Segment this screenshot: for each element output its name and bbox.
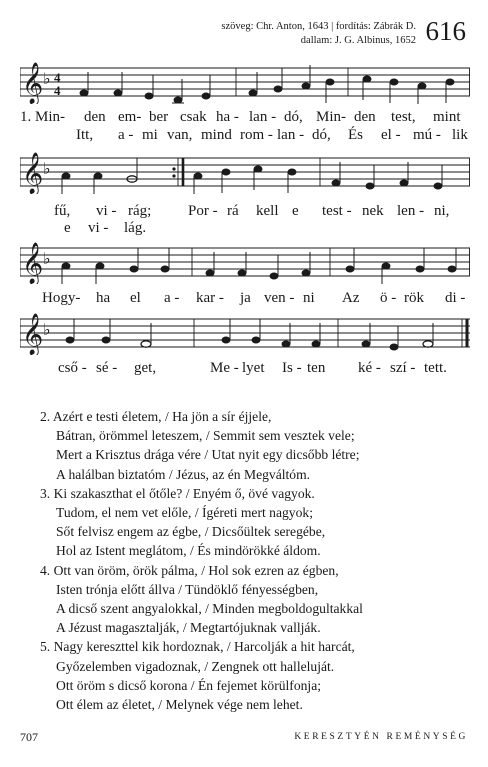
verse-line: Ott élem az életet, / Melynek vége nem lehet. (56, 697, 303, 713)
verse-line: A halálban biztatóm / Jézus, az én Megváltóm. (56, 466, 311, 482)
staff-row-3 (20, 240, 470, 284)
verse-5 (40, 637, 476, 714)
page-number: 707 (20, 730, 38, 744)
text-credit: szöveg: Chr. Anton, 1643 | fordítás: Zábrák D. (221, 21, 416, 32)
syllable: test, (391, 109, 416, 125)
verse-4 (40, 561, 476, 638)
verse-line: Sőt felvisz engem az égbe, / Dicsőültek seregébe, (56, 524, 326, 540)
syllable: sé - (96, 360, 118, 376)
syllable: dó, (284, 109, 303, 125)
svg-text:♭: ♭ (43, 161, 51, 178)
syllable: ha (96, 290, 111, 306)
syllable: kar - (196, 290, 224, 306)
syllable: mind (201, 127, 232, 143)
syllable: ni (303, 290, 315, 306)
syllable: Is - (282, 360, 302, 376)
syllable: Hogy- (42, 290, 81, 306)
syllable: szí - (390, 360, 416, 376)
lyrics-row-1b (20, 127, 470, 145)
syllable: get, (134, 360, 157, 376)
time-signature-bottom: 4 (54, 83, 61, 98)
syllable: csak (180, 109, 207, 125)
syllable: fű, (54, 203, 71, 219)
syllable: test - (322, 203, 352, 219)
syllable: el (130, 290, 141, 306)
staff-row-2 (20, 150, 470, 194)
syllable: ten (307, 360, 326, 376)
syllable: ké - (358, 360, 381, 376)
verse-number: 5. (40, 639, 51, 655)
syllable: rök (404, 290, 424, 306)
syllable: kell (256, 203, 279, 219)
verse-line: Mert a Krisztus drága vére / Utat nyit egy dicsőbb létre; (56, 447, 360, 463)
syllable: mint (433, 109, 461, 125)
syllable: ö - (380, 290, 397, 306)
syllable: e (292, 203, 299, 219)
syllable: Por - (188, 203, 218, 219)
syllable: den (84, 109, 106, 125)
verse-line: Ott öröm s dicső korona / Én fejemet körülfonja; (56, 677, 322, 693)
verse-line: 2. Azért e testi életem, / Ha jön a sír éjjele, (40, 409, 272, 424)
lyrics-row-1a (20, 109, 470, 127)
syllable: mú - (413, 127, 441, 143)
syllable: lan - (277, 127, 305, 143)
verse-2 (40, 407, 476, 484)
syllable: Itt, (76, 127, 94, 143)
syllable: den (354, 109, 376, 125)
hymn-credits (221, 20, 416, 48)
syllable: ven - (264, 290, 295, 306)
key-signature: ♭ (43, 71, 51, 88)
melody-credit: dallam: J. G. Albinus, 1652 (300, 35, 416, 46)
syllable: Az (342, 290, 360, 306)
book-title: KERESZTYÉN REMÉNYSÉG (294, 732, 468, 742)
syllable: el - (381, 127, 401, 143)
lyrics-row-4 (20, 360, 470, 378)
syllable: van, (167, 127, 193, 143)
syllable: vi - (96, 203, 117, 219)
lyrics-row-2b (20, 220, 470, 238)
page-footer (0, 730, 488, 746)
syllable: ja (240, 290, 251, 306)
syllable: ha - (216, 109, 239, 125)
syllable: mi (142, 127, 158, 143)
syllable: vi - (88, 220, 109, 236)
syllable: Min- (316, 109, 346, 125)
svg-text:𝄞: 𝄞 (22, 314, 44, 354)
verse-line: Hol az Istent meglátom, / És mindörökké áldom. (56, 543, 321, 559)
syllable: ber (149, 109, 169, 125)
syllable: tett. (424, 360, 447, 376)
svg-text:♭: ♭ (43, 251, 51, 268)
syllable: lyet (242, 360, 265, 376)
verse-line: Tudom, el nem vet előle, / Ígéreti mert nagyok; (56, 505, 313, 521)
verse-line: A dicső szent angyalokkal, / Minden megboldogultakkal (56, 601, 363, 617)
syllable: nek (362, 203, 384, 219)
verse-3 (40, 484, 476, 561)
svg-text:𝄞: 𝄞 (22, 243, 44, 283)
syllable: len - (397, 203, 425, 219)
syllable: rom - (240, 127, 273, 143)
verse-number: 2. (40, 409, 51, 424)
svg-text:𝄞: 𝄞 (22, 153, 44, 193)
syllable: a - (164, 290, 180, 306)
verse-line: Isten trónja előtt állva / Tündöklő fényességben, (56, 581, 319, 597)
syllable: lan - (249, 109, 277, 125)
syllable: lág. (124, 220, 147, 236)
syllable: dó, (312, 127, 331, 143)
time-signature-top: 4 (54, 70, 61, 85)
syllable: ni, (434, 203, 450, 219)
svg-text:𝄞: 𝄞 (22, 63, 44, 103)
verse-line: 3. Ki szakaszthat el őtőle? / Enyém ő, övé vagyok. (40, 485, 315, 501)
staff-row-1 (20, 60, 470, 104)
verse-line: 4. Ott van öröm, örök pálma, / Hol sok ezren az égben, (40, 562, 339, 578)
syllable: rág; (128, 203, 152, 219)
syllable: lik (452, 127, 468, 143)
syllable: És (348, 127, 363, 143)
syllable: e (64, 220, 71, 236)
svg-text:♭: ♭ (43, 322, 51, 339)
syllable: 1. Min- (20, 109, 65, 125)
syllable: em- (118, 109, 142, 125)
verse-number: 3. (40, 485, 51, 501)
verses (40, 407, 476, 714)
syllable: Me - (210, 360, 239, 376)
syllable: rá (227, 203, 239, 219)
verse-line: Győzelemben vigadoznak, / Zengnek ott halleluját. (56, 658, 335, 674)
syllable: cső - (58, 360, 87, 376)
lyrics-row-3 (20, 290, 470, 308)
verse-line: 5. Nagy kereszttel kik hordoznak, / Harcolják a hit harcát, (40, 639, 355, 655)
verse-number: 4. (40, 562, 51, 578)
syllable: di - (445, 290, 466, 306)
staff-row-4 (20, 311, 470, 355)
verse-line: Bátran, örömmel leteszem, / Semmit sem vesztek vele; (56, 428, 355, 444)
verse-line: A Jézust magasztalják, / Megtartójuknak vallják. (56, 620, 321, 636)
hymn-number: 616 (425, 16, 466, 46)
syllable: a - (118, 127, 134, 143)
lyrics-row-2a (20, 203, 470, 221)
